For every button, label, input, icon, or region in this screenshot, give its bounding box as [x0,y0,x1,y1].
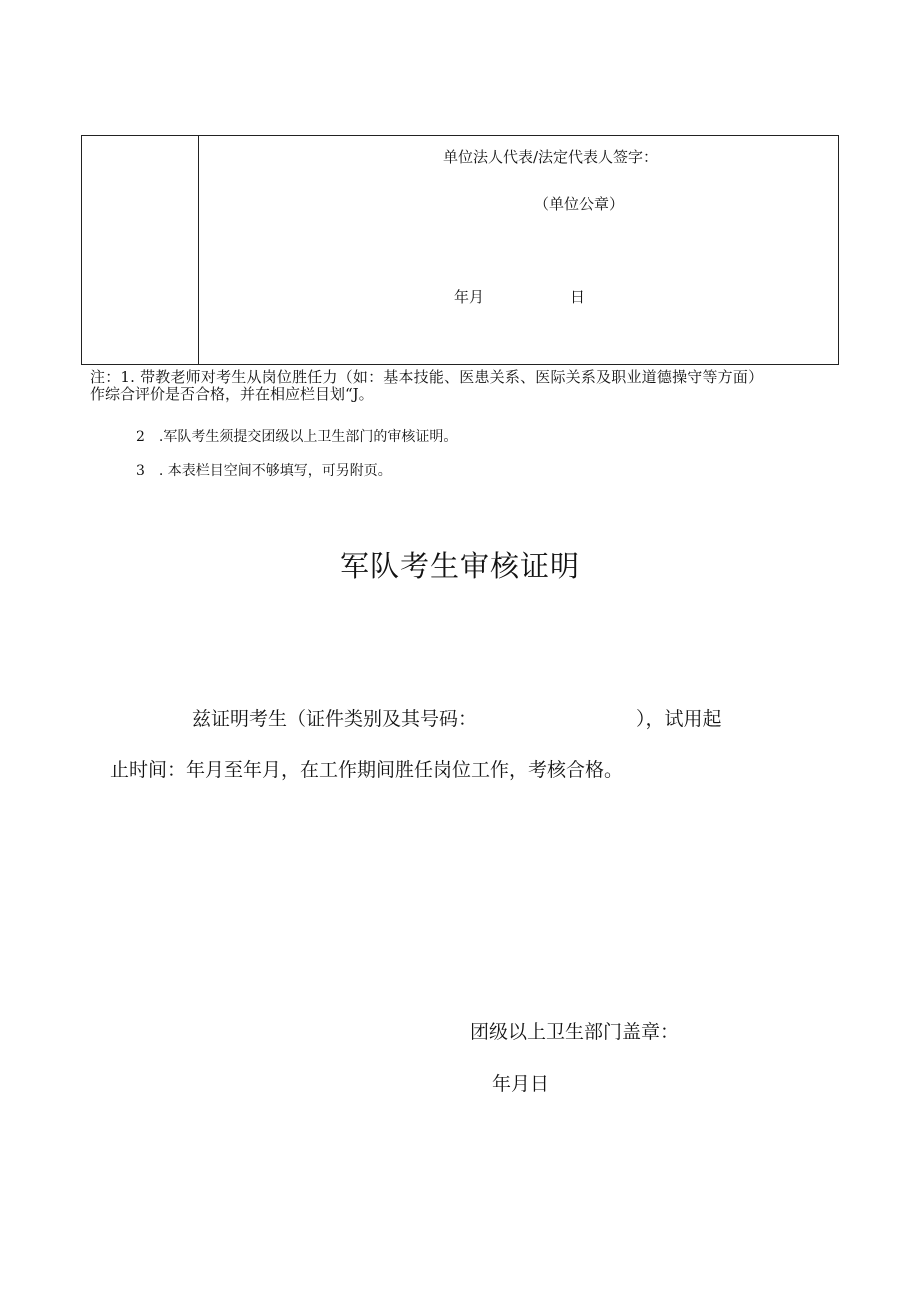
note-1-line-2: 作综合评价是否合格，并在相应栏目划“J。 [90,385,374,403]
note-1-line-1: 注：1. 带教老师对考生从岗位胜任力（如：基本技能、医患关系、医际关系及职业道德操守等方面） [90,368,764,386]
table-date-year-month: 年月 [454,288,485,306]
unit-seal-label: （单位公章） [534,195,625,213]
certificate-body-line-1: 兹证明考生（证件类别及其号码： [192,708,478,730]
table-column-divider [198,136,199,364]
certificate-title: 军队考生审核证明 [339,549,580,583]
certificate-body-line-2: 止时间：年月至年月，在工作期间胜任岗位工作，考核合格。 [110,759,624,781]
legal-representative-signature-label: 单位法人代表/法定代表人签字： [443,148,659,166]
table-date-day: 日 [570,288,586,306]
note-2: 2 .军队考生须提交团级以上卫生部门的审核证明。 [136,429,458,445]
certificate-body-line-1-end: ），试用起 [636,708,722,730]
department-date: 年月日 [492,1073,550,1095]
signature-table [81,135,839,365]
department-seal-label: 团级以上卫生部门盖章： [470,1021,680,1043]
note-3: 3 . 本表栏目空间不够填写，可另附页。 [136,463,392,479]
